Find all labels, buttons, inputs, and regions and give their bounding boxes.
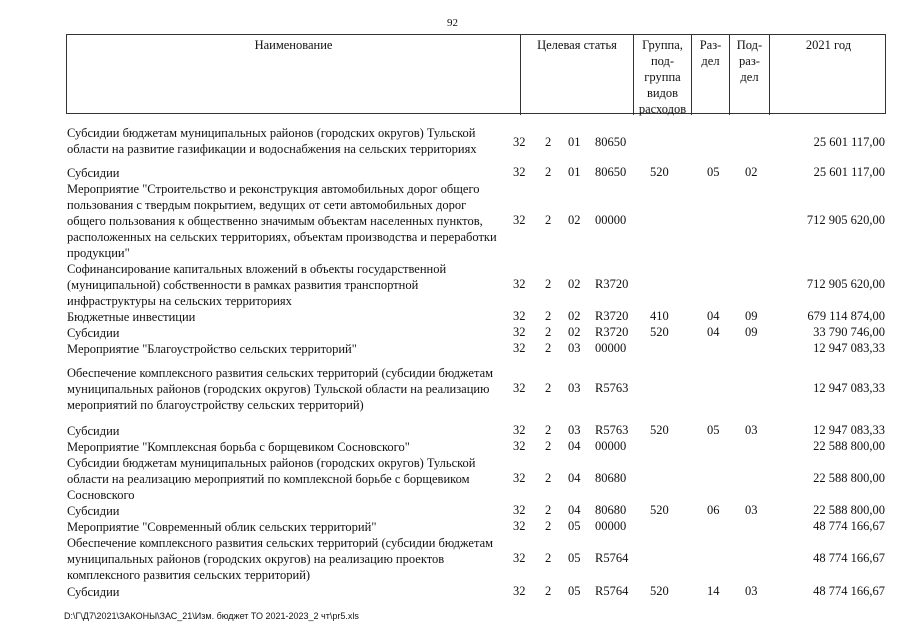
target-code-2: 2: [545, 135, 552, 149]
amount-2021: 22 588 800,00: [813, 503, 885, 517]
target-code-4: R3720: [595, 309, 629, 323]
header-section: Раз- дел: [692, 35, 730, 115]
table-row: [0, 365, 905, 413]
table-row: [0, 309, 905, 325]
row-name: Мероприятие "Строительство и реконструкция автомобильных дорог общего пользования с твердым покрытием, ведущих от сети автомобильных дорог общего пользования к общественно значимым объектам населенных пунктов, расположенных на сельских территориях, объектам производства и переработки продукции": [67, 182, 497, 260]
header-target: Целевая статья: [521, 35, 634, 115]
amount-2021: 12 947 083,33: [813, 423, 885, 437]
section-code: 14: [707, 584, 720, 598]
expense-group: 520: [650, 503, 669, 517]
amount-2021: 25 601 117,00: [813, 165, 885, 179]
target-code-2: 2: [545, 519, 552, 533]
target-code-1: 32: [513, 277, 526, 291]
target-code-2: 2: [545, 423, 552, 437]
target-code-1: 32: [513, 439, 526, 453]
page-number: 92: [447, 17, 458, 29]
amount-2021: 12 947 083,33: [813, 381, 885, 395]
target-code-2: 2: [545, 277, 552, 291]
table-header: [66, 34, 886, 114]
target-code-3: 02: [568, 325, 581, 339]
table-row: [0, 519, 905, 535]
header-year: 2021 год: [805, 38, 852, 52]
target-code-4: R5763: [595, 423, 629, 437]
target-code-2: 2: [545, 584, 552, 598]
header-subsection: Под- раз- дел: [730, 35, 770, 115]
target-code-1: 32: [513, 213, 526, 227]
subsection-code: 02: [745, 165, 758, 179]
target-code-4: R3720: [595, 325, 629, 339]
target-code-3: 02: [568, 277, 581, 291]
expense-group: 520: [650, 423, 669, 437]
target-code-4: R5764: [595, 551, 629, 565]
table-row: [0, 584, 905, 600]
section-code: 06: [707, 503, 720, 517]
target-code-3: 03: [568, 341, 581, 355]
target-code-2: 2: [545, 551, 552, 565]
target-code-3: 01: [568, 165, 581, 179]
target-code-1: 32: [513, 341, 526, 355]
target-code-1: 32: [513, 471, 526, 485]
expense-group: 410: [650, 309, 669, 323]
subsection-code: 09: [745, 325, 758, 339]
target-code-1: 32: [513, 381, 526, 395]
amount-2021: 22 588 800,00: [813, 471, 885, 485]
target-code-3: 03: [568, 381, 581, 395]
row-name: Субсидии: [67, 585, 120, 599]
target-code-3: 02: [568, 213, 581, 227]
target-code-4: 00000: [595, 439, 627, 453]
row-name: Обеспечение комплексного развития сельских территорий (субсидии бюджетам муниципальных районов (городских округов) Тульской области на реализацию мероприятий по благоустройству сельских территорий): [67, 366, 494, 412]
target-code-3: 05: [568, 551, 581, 565]
section-code: 04: [707, 309, 720, 323]
target-code-4: 00000: [595, 519, 627, 533]
row-name: Бюджетные инвестиции: [67, 310, 196, 324]
target-code-1: 32: [513, 423, 526, 437]
row-name: Субсидии: [67, 326, 120, 340]
target-code-3: 05: [568, 519, 581, 533]
subsection-code: 09: [745, 309, 758, 323]
row-name: Обеспечение комплексного развития сельских территорий (субсидии бюджетам муниципальных районов (городских округов) на реализацию проектов комплексного развития сельских территорий): [67, 536, 494, 582]
expense-group: 520: [650, 325, 669, 339]
target-code-2: 2: [545, 439, 552, 453]
file-path-footer: D:\Г\Д7\2021\ЗАКОНЫ\ЗАС_21\Изм. бюджет ТО 2021-2023_2 чт\pr5.xls: [64, 611, 359, 621]
section-code: 05: [707, 165, 720, 179]
header-name: Наименование: [67, 35, 521, 115]
target-code-3: 03: [568, 423, 581, 437]
target-code-2: 2: [545, 165, 552, 179]
target-code-2: 2: [545, 213, 552, 227]
target-code-1: 32: [513, 309, 526, 323]
target-code-3: 05: [568, 584, 581, 598]
target-code-3: 04: [568, 503, 581, 517]
row-name: Субсидии бюджетам муниципальных районов (городских округов) Тульской области на реализацию мероприятий по комплексной борьбе с борщевиком Сосновского: [67, 456, 476, 502]
amount-2021: 679 114 874,00: [807, 309, 885, 323]
target-code-4: 80680: [595, 503, 627, 517]
header-group: Группа, под- группа видов расходов: [634, 35, 692, 115]
section-code: 05: [707, 423, 720, 437]
row-name: Субсидии: [67, 504, 120, 518]
row-name: Субсидии бюджетам муниципальных районов (городских округов) Тульской области на развитие газификации и водоснабжения на сельских территориях: [67, 126, 477, 156]
table-row: [0, 535, 905, 583]
table-row: [0, 423, 905, 439]
target-code-2: 2: [545, 503, 552, 517]
row-name: Субсидии: [67, 424, 120, 438]
target-code-1: 32: [513, 503, 526, 517]
table-row: [0, 165, 905, 181]
expense-group: 520: [650, 165, 669, 179]
table-row: [0, 503, 905, 519]
target-code-2: 2: [545, 471, 552, 485]
target-code-2: 2: [545, 341, 552, 355]
target-code-4: 00000: [595, 213, 627, 227]
target-code-1: 32: [513, 584, 526, 598]
target-code-3: 02: [568, 309, 581, 323]
target-code-4: 80650: [595, 135, 627, 149]
amount-2021: 712 905 620,00: [806, 277, 885, 291]
target-code-4: R3720: [595, 277, 629, 291]
target-code-3: 04: [568, 439, 581, 453]
section-code: 04: [707, 325, 720, 339]
amount-2021: 712 905 620,00: [806, 213, 885, 227]
target-code-4: R5764: [595, 584, 629, 598]
table-row: [0, 125, 905, 157]
amount-2021: 25 601 117,00: [813, 135, 885, 149]
table-row: [0, 325, 905, 341]
table-row: [0, 341, 905, 357]
target-code-4: R5763: [595, 381, 629, 395]
target-code-1: 32: [513, 551, 526, 565]
subsection-code: 03: [745, 503, 758, 517]
target-code-1: 32: [513, 519, 526, 533]
target-code-1: 32: [513, 325, 526, 339]
subsection-code: 03: [745, 584, 758, 598]
target-code-4: 80650: [595, 165, 627, 179]
target-code-4: 00000: [595, 341, 627, 355]
row-name: Мероприятие "Комплексная борьба с борщевиком Сосновского": [67, 440, 410, 454]
row-name: Софинансирование капитальных вложений в объекты государственной (муниципальной) собственности в рамках развития транспортной инфраструктуры на сельских территориях: [67, 262, 447, 308]
amount-2021: 48 774 166,67: [813, 551, 885, 565]
subsection-code: 03: [745, 423, 758, 437]
amount-2021: 48 774 166,67: [813, 519, 885, 533]
target-code-4: 80680: [595, 471, 627, 485]
amount-2021: 12 947 083,33: [813, 341, 885, 355]
table-row: [0, 439, 905, 455]
row-name: Мероприятие "Современный облик сельских территорий": [67, 520, 377, 534]
row-name: Мероприятие "Благоустройство сельских территорий": [67, 342, 357, 356]
amount-2021: 33 790 746,00: [813, 325, 885, 339]
target-code-1: 32: [513, 165, 526, 179]
target-code-1: 32: [513, 135, 526, 149]
table-row: [0, 455, 905, 503]
table-row: [0, 181, 905, 261]
expense-group: 520: [650, 584, 669, 598]
target-code-2: 2: [545, 325, 552, 339]
target-code-2: 2: [545, 381, 552, 395]
amount-2021: 22 588 800,00: [813, 439, 885, 453]
target-code-3: 01: [568, 135, 581, 149]
target-code-3: 04: [568, 471, 581, 485]
target-code-2: 2: [545, 309, 552, 323]
row-name: Субсидии: [67, 166, 120, 180]
table-row: [0, 261, 905, 309]
amount-2021: 48 774 166,67: [813, 584, 885, 598]
